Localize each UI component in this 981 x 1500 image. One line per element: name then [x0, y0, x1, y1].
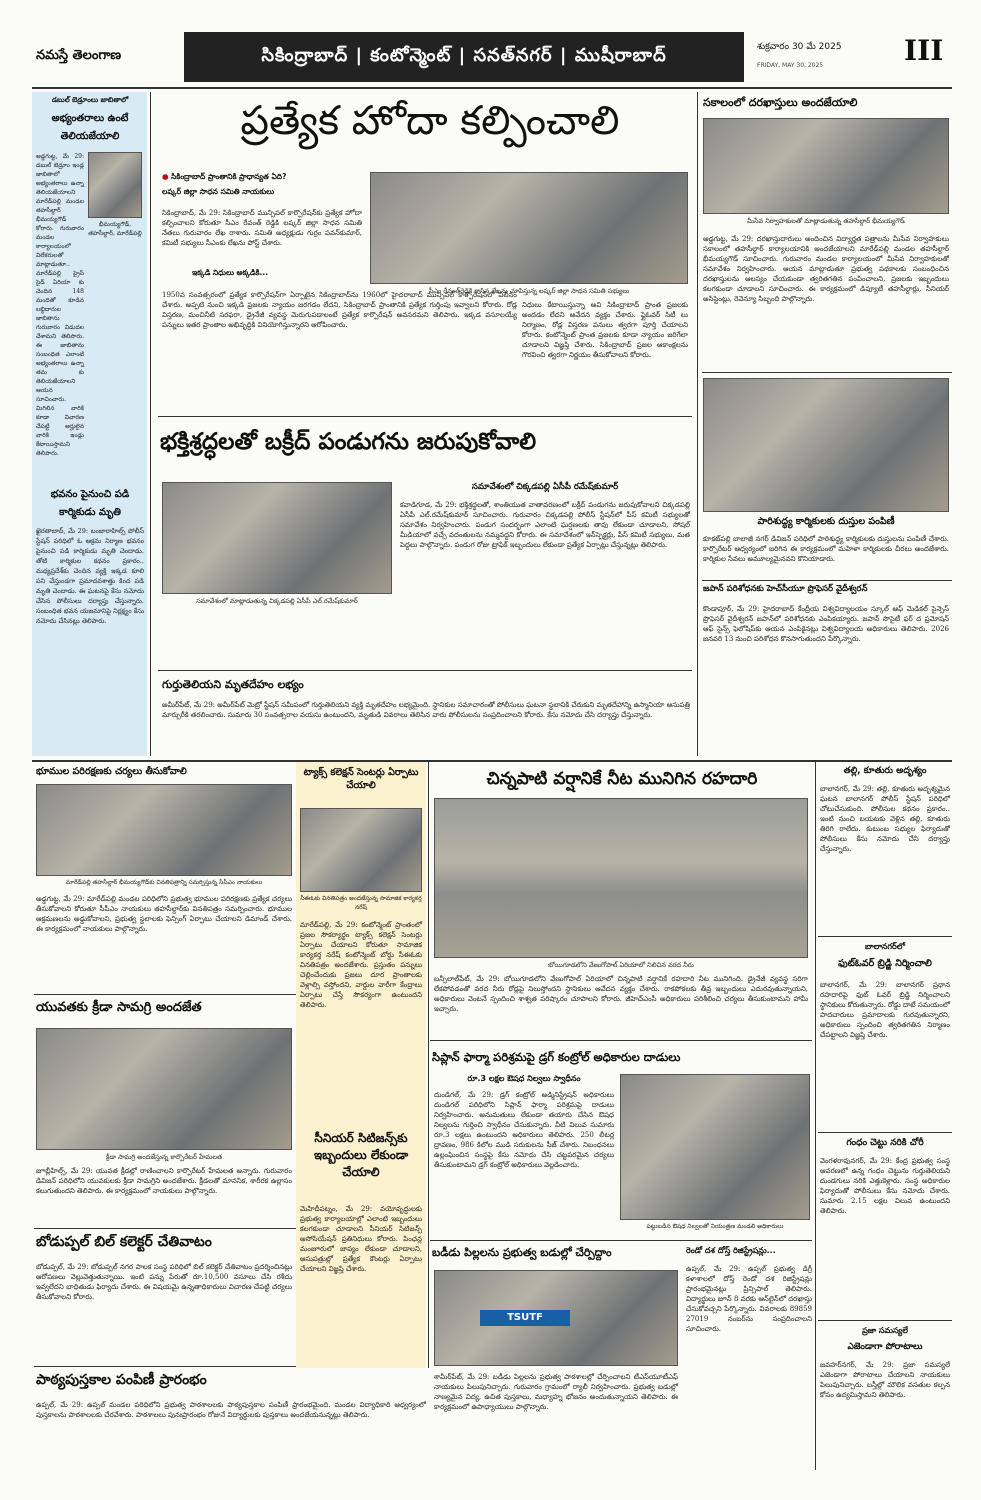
sandal-rule [818, 1320, 952, 1321]
sanitation-headline: పారిశుద్ధ్య కార్మికులకు దుస్తుల పంపిణీ [757, 516, 895, 527]
lead-bullet-text: సికింద్రాబాద్ ప్రాంతానికి ప్రాధాన్యత ఏది? [171, 172, 287, 181]
sandal-body: వెంగళరావునగర్, మే 29: కేంద్ర ప్రభుత్వ సంస్థ ఆవరణలో ఉన్న గంధం చెట్టును గుర్తుతెలియని దుండగులు నరికి ఎత్తుకెళ్లారు. సంస్థ అధికారుల ఫిర్యాదుతో పోలీసులు కేసు నమోదు చేశారు. సుమారు 2.15 లక్షల విలువ ఉంటుందని తెలిపారు. [820, 1157, 950, 1215]
lands-rule [34, 994, 296, 995]
bill-headline: బోడుప్పల్ బిల్ కలెక్టర్ చేతివాటం [36, 1234, 212, 1250]
masthead-rule [32, 87, 952, 89]
rain-body: బన్సీలాల్‌పేట్, మే 29: బోయిగూడలోని వేణుగోపాల్ ఏరియాలో చిన్నపాటి వర్షానికే రహదారి నీట మునిగింది. డ్రైనేజీ వ్యవస్థ సరిగా లేకపోవడంతో వరద నీరు రోడ్లపై నిలుస్తోందని స్థానికులు ఆవేదన వ్యక్తం చేశారు. రాకపోకలకు తీవ్ర ఇబ్బందులు ఎదురవుతున్నాయని, అధికారులు వెంటనే స్పందించి శాశ్వత పరిష్కారం చూపాలని కోరారు. జీహెచ్‌ఎంసీ అధికారులు పరిశీలించి చర్యలు తీసుకుంటామని హామీ ఇచ్చారు. [434, 975, 808, 1013]
bakrid-photo [162, 482, 392, 594]
lead-bottom-rule [158, 416, 692, 417]
pharma-photo [620, 1074, 810, 1220]
rain-headline: చిన్నపాటి వర్షానికే నీట మునిగిన రహదారి [486, 769, 758, 789]
lands-caption: మారేడ్‌పల్లి తహసీల్దార్ భీమయ్యగౌడ్‌కు వినతిపత్రాన్ని సమర్పిస్తున్న సీపీఎం నాయకులు [65, 879, 263, 886]
bill-body: బోడుప్పల్, మే 29: బోడుప్పల్ నగర పాలక సంస్థ పరిధిలో బిల్ కలెక్టర్ చేతివాటం ప్రదర్శించినట్లు ఆరోపణలు వెల్లువెత్తుతున్నాయి. ఇంటి పన్ను పేరుతో రూ.10,500 వసూలు చేసి రశీదు ఇవ్వలేదని బాధితుడు ఫిర్యాదు చేశారు. ఈ విషయమై ఉన్నతాధికారులు విచారణ చేపట్టి చర్యలు తీసుకోవాలని కోరారు. [36, 1263, 292, 1301]
tax-divider [428, 762, 429, 1368]
children-headline: బడీడు పిల్లలను ప్రభుత్వ బడుల్లో చేర్పిద్దాం [432, 1246, 612, 1259]
sidebar-headline-2: తెలియజేయాలి [60, 131, 120, 142]
tax-body: మారేడ్‌పల్లి, మే 29: కంటోన్మెంట్ ప్రాంతంలో ప్రజల సౌకర్యార్థం ట్యాక్స్ కలెక్షన్ సెంటర్లు ఏర్పాటు చేయాలని కోరుతూ సామాజిక కార్యకర్త నరేష్ కంటోన్మెంట్ బోర్డు సీఈఓకు వినతిపత్రం అందజేశారు. ప్రస్తుతం పన్నులు చెల్లించేందుకు ప్రజలు దూర ప్రాంతాలకు వెళ్లాల్సి వస్తోందని, వార్డుల వారీగా కేంద్రాలు ఏర్పాటు చేస్తే సౌకర్యంగా ఉంటుందని తెలిపారు. [300, 921, 422, 1009]
page-number: III [904, 34, 944, 67]
sports-rule [34, 1228, 296, 1229]
rain-rule [430, 1040, 812, 1041]
footpath-rule [818, 1132, 952, 1133]
lead-photo-caption: సీఎం రేవంత్‌రెడ్డికి రాసిన లేఖను చూపిస్తున్న లష్కర్ జిల్లా సాధన సమితి సభ్యులు [428, 287, 630, 295]
japan-headline: జపాన్ పరిశోధనకు హెచ్‌సీయూ ప్రొఫెసర్ వైదీశ్వరన్ [703, 584, 868, 594]
sidebar-headline-3: భవనం పైనుంచి పడి [50, 489, 130, 500]
seniors-body: మెహిదీపట్నం, మే 29: వయోవృద్ధులకు ప్రభుత్వ కార్యాలయాల్లో ఎలాంటి ఇబ్బందులు కలగకుండా చూడాలని సీనియర్ సిటిజన్స్ అసోసియేషన్ ప్రతినిధులు కోరారు. పింఛన్ల మంజూరులో జాప్యం లేకుండా చూడాలని, ఆసుపత్రుల్లో ప్రత్యేక కౌంటర్లు ఏర్పాటు చేయాలని విజ్ఞప్తి చేశారు. [300, 1205, 422, 1273]
applications-body: అడ్డగుట్ట, మే 29: దరఖాస్తుదారులు అందించిన విద్యార్హత పత్రాలను మీసేవ నిర్వాహకులు సకాలంలో తహసీల్దార్ కార్యాలయానికి అందజేయాలని మారేడ్‌పల్లి మండల తహసీల్దార్ భీమయ్యగౌడ్ సూచించారు. గురువారం మండల కార్యాలయంలో మీసేవ నిర్వాహకులతో సమావేశం నిర్వహించారు. ఆయన మాట్లాడుతూ ప్రభుత్వ పథకాలకు సంబంధించిన దరఖాస్తులను ఆలస్యం చేయకుండా త్వరితగతిన పంపించాలని, ప్రజలకు ఇబ్బందులు కలగకుండా చూడాలని సూచించారు. ఈ కార్యక్రమంలో డిప్యూటీ తహసీల్దార్లు, సీనియర్ అసిస్టెంట్లు, రెవెన్యూ సిబ్బంది పాల్గొన్నారు. [703, 235, 949, 303]
rain-caption: బోయిగూడలోని వేణుగోపాల్ ఏరియాలో నిలిచిన వరద నీరు [548, 961, 694, 969]
lead-quote: ఇక్కడి నిధులు అక్కడికి... [192, 268, 269, 277]
sidebar-headline: అభ్యంతరాలు ఉంటే [51, 113, 129, 124]
bakrid-headline: భక్తిశ్రద్ధలతో బక్రీద్ పండుగను జరుపుకోవాలి [160, 429, 537, 455]
sanitation-photo [703, 378, 949, 512]
tax-caption: సీఈఓకు వినతిపత్రం అందజేస్తున్న సామాజిక కార్యకర్త నరేష్ [300, 895, 422, 911]
lead-body: 1950వ సంవత్సరంలో ప్రత్యేక కార్పొరేషన్‌గా ఏర్పాటైన సికింద్రాబాద్‌ను 1960లో హైదరాబాద్ మున్సిపల్ కార్పొరేషన్‌లో విలీనం చేశారు. అప్పటి నుంచి ఇక్కడి ప్రజలకు న్యాయం జరగడం లేదని, సికింద్రాబాద్ ప్రాంతానికి ప్రత్యేక గుర్తింపు ఇవ్వాలని కోరారు. రోడ్ల విస్తరణ, మంచినీటి సరఫరా, డ్రైనేజీ వ్యవస్థ మెరుగుపడాలంటే ప్రత్యేక కార్పొరేషన్ అవసరమని తెలిపారు. ఇక్కడ వసూలయ్యే పన్నులు ఇతర ప్రాంతాల అభివృద్ధికి వినియోగిస్తున్నారని ఆరోపించారు. [162, 291, 517, 329]
tax-headline: ట్యాక్స్ కలెక్షన్ సెంటర్లు ఏర్పాటు చేయాలి [303, 767, 419, 791]
pharma-caption: పట్టుబడిన ఔషధ నిల్వలతో నియంత్రణ మండలి అధికారులు [646, 1223, 784, 1230]
lead-photo [370, 172, 688, 284]
dost-body: ఉప్పల్, మే 29: ఉప్పల్ ప్రభుత్వ డిగ్రీ కళాశాలలో దోస్త్ రెండో దశ రిజిస్ట్రేషన్లు ప్రారంభమైనట్లు ప్రిన్సిపాల్ తెలిపారు. విద్యార్థులు జూన్ 8 వరకు ఆన్‌లైన్‌లో దరఖాస్తు చేసుకోవచ్చని పేర్కొన్నారు. వివరాలకు 89859 27019 నంబర్‌ను సంప్రదించాలని సూచించారు. [686, 1265, 812, 1333]
seniors-headline: సీనియర్ సిటిజన్స్‌కు ఇబ్బందులు లేకుండా చేయాలి [313, 1131, 409, 1179]
right-column-divider [697, 92, 698, 756]
sidebar-body: అడ్డగుట్ట, మే 29: డబుల్ బెడ్రూం ఇండ్ల జాబితాలో అభ్యంతరాలు ఉన్నా తెలియజేయాలని మారేడ్‌పల్లి మండల తహసీల్దార్ భీమయ్యగౌడ్ కోరారు. గురువారం మండల కార్యాలయంలో విలేకరులతో మాట్లాడుతూ.. మారేడ్‌పల్లి ప్రైస్ సైడ్ ఏరియా కు చెందిన 148 మందితో కూడిన లబ్ధిదారుల జాబితాను గురువారం విడుదల చేశామని తెలిపారు. ఈ జాబితాను సంబంధిత ఎలాంటి అభ్యంతరాలు ఉన్నా తమ కు తెలియజేయాలని ఆయన సూచించారు. మిగిలిన వారికి కూడా విచారణ చేపట్టి అర్హులైన వారికి ఇండ్లు కేటాయిస్తామని తెలిపారు. [36, 153, 84, 457]
far-right-divider [815, 762, 816, 1470]
lead-bullet [162, 172, 362, 184]
children-body: శామీర్‌పేట్, మే 29: బడీడు పిల్లలను ప్రభుత్వ పాఠశాలల్లో చేర్పించాలని టీఎస్‌యూటీఎఫ్ నాయకులు పిలుపునిచ్చారు. గురువారం గ్రామంలో ర్యాలీ నిర్వహించారు. ప్రభుత్వ బడుల్లో నాణ్యమైన విద్య, ఉచిత పుస్తకాలు, మధ్యాహ్న భోజనం అందుతున్నాయని తెలిపారు. ఈ కార్యక్రమంలో ఉపాధ్యాయులు పాల్గొన్నారు. [434, 1373, 678, 1411]
public-headline: ఎజెండాగా పోరాటాలు [847, 1342, 923, 1352]
japan-body: కొండాపూర్, మే 29: హైదరాబాద్ కేంద్రీయ విశ్వవిద్యాలయం స్కూల్ ఆఫ్ మెడికల్ సైన్సెస్ ప్రొఫెసర్ వైదీశ్వరన్ జపాన్‌లో పరిశోధనకు ఎంపికయ్యారు. జపాన్ సొసైటీ ఫర్ ద ప్రమోషన్ ఆఫ్ సైన్స్ ఫెలోషిప్‌కు ఆయన ఎంపికైనట్లు విశ్వవిద్యాలయ అధికారులు తెలిపారు. 2026 జనవరి 13 నుంచి పరిశోధన కొనసాగుతుందని పేర్కొన్నారు. [703, 605, 949, 643]
pharma-body: దుండిగల్, మే 29: డ్రగ్ కంట్రోల్ అడ్మినిస్ట్రేషన్ అధికారులు దుండిగల్ పరిధిలోని సిప్లాన్ ఫార్మా పరిశ్రమపై దాడులు నిర్వహించారు. అనుమతులు లేకుండా తయారు చేసిన ఔషధ నిల్వలను గుర్తించి స్వాధీనం చేసుకున్నారు. వీటి విలువ సుమారు రూ.3 లక్షలు ఉంటుందని అధికారులు తెలిపారు. 250 లీటర్ల ద్రావణం, 986 కిలోల ముడి సరుకులను సీజ్ చేశారు. నిబంధనలు ఉల్లంఘించిన సంస్థపై కేసు నమోదు చేసి చట్టపరమైన చర్యలు తీసుకుంటామని డ్రగ్ కంట్రోల్ అధికారులు వెల్లడించారు. [434, 1091, 614, 1169]
applications-rule [702, 372, 952, 373]
sidebar-kicker: డబుల్ బెడ్రూంలు జాబితాలో [51, 96, 129, 104]
lands-headline: భూముల పరిరక్షణకు చర్యలు తీసుకోవాలి [36, 766, 187, 777]
footpath-body: బాలానగర్, మే 29: బాలానగర్ ప్రధాన రహదారిపై ఫుట్ ఓవర్ బ్రిడ్జి నిర్మించాలని స్థానికులు కోరుతున్నారు. రోడ్డు దాటే సమయంలో పాదచారులు ప్రమాదాలకు గురవుతున్నారని, అధికారులు స్పందించి త్వరితగతిన నిర్మాణం చేపట్టాలని విజ్ఞప్తి చేశారు. [820, 981, 951, 1039]
sidebar-body-cont [36, 266, 144, 482]
sanitation-rule [702, 580, 952, 581]
applications-caption: మీసేవ నిర్వాహకులతో మాట్లాడుతున్న తహసీల్దార్ భీమయ్యగౌడ్ [747, 217, 905, 225]
bakrid-caption: సమావేశంలో మాట్లాడుతున్న చిక్కడపల్లి ఏసీపీ ఎల్.రమేష్‌కుమార్ [196, 597, 358, 605]
tahsildar-portrait [88, 152, 142, 218]
public-body: జవహర్‌నగర్, మే 29: ప్రజా సమస్యలే ఎజెండాగా పోరాటాలు చేయాలని నాయకులు పిలుపునిచ్చారు. బస్తీల్లో మౌలిక వసతుల కల్పన కోసం ఉద్యమిస్తామని తెలిపారు. [820, 1361, 950, 1399]
mother-rule [818, 936, 952, 937]
bullet-icon: ● [162, 172, 172, 181]
sidebar-body-2: ఖైరతాబాద్, మే 29: బంజారాహిల్స్ పోలీస్ స్టేషన్ పరిధిలో ఓ ఆక్రమ నిర్మాణ భవనం పైనుంచి పడి కార్మికుడు మృతి చెందాడు. తోటి కార్మికుల కథనం ప్రకారం.. మధ్యప్రదేశ్‌కు చెందిన వ్యక్తి ఇక్కడ కూలి పని చేస్తుండగా ప్రమాదవశాత్తు కింద పడి మృతి చెందాడు. ఈ ఘటనపై కేసు నమోదు చేసిన పోలీసులు దర్యాప్తు చేస్తున్నారు. సంబంధిత భవన యజమానిపై నిర్లక్ష్యం కేసు నమోదు చేసినట్లు తెలిపారు. [36, 527, 144, 625]
sidebar-divider [150, 92, 151, 756]
fold-rule [32, 760, 952, 762]
bakrid-body: కవాడిగూడ, మే 29: భక్తిశ్రద్ధలతో, శాంతియుత వాతావరణంలో బక్రీద్ పండుగను జరుపుకోవాలని చిక్కడపల్లి ఏసీపీ ఎల్.రమేష్‌కుమార్ సూచించారు. గురువారం చిక్కడపల్లి పోలీస్ స్టేషన్‌లో పీస్ కమిటీ సభ్యులతో సమావేశం నిర్వహించారు. పండుగ సందర్భంగా ఎలాంటి ఘర్షణలకు తావు లేకుండా చూడాలని, సోషల్ మీడియాలో వచ్చే వదంతులను నమ్మవద్దని కోరారు. ఈ సమావేశంలో ఇన్‌స్పెక్టర్లు, పీస్ కమిటీ సభ్యులు, మత పెద్దలు పాల్గొన్నారు. పండుగ రోజు ట్రాఫిక్ ఇబ్బందులు లేకుండా ప్రత్యేక ఏర్పాట్లు చేస్తున్నట్లు తెలిపారు. [400, 501, 690, 549]
date-english: FRIDAY, MAY 30, 2025 [757, 62, 824, 69]
dost-headline: రెండో దశ దోస్త్ రిజిస్ట్రేషన్లు... [686, 1246, 776, 1255]
bakrid-rule [158, 670, 692, 671]
textbooks-body: ఉప్పల్, మే 29: ఉప్పల్ మండల పరిధిలోని ప్రభుత్వ పాఠశాలలకు పాఠ్యపుస్తకాల పంపిణీ ప్రారంభమైంది. మండల విద్యాధికారి ఆధ్వర్యంలో పుస్తకాలను పాఠశాలలకు చేరవేశారు. పాఠశాలలు పునఃప్రారంభం రోజునే విద్యార్థులకు పుస్తకాలు అందజేయనున్నట్లు తెలిపారు. [36, 1401, 426, 1419]
sports-photo [36, 1028, 292, 1150]
sports-caption: క్రీడా సామగ్రి అందజేస్తున్న కార్పొరేటర్ హేమలత [105, 1153, 223, 1161]
rain-photo [434, 798, 808, 958]
mother-body: బాలానగర్, మే 29: తల్లి, కూతురు అదృశ్యమైన ఘటన బాలానగర్ పోలీస్ స్టేషన్ పరిధిలో చోటుచేసుకుంది. పోలీసుల కథనం ప్రకారం.. ఇంటి నుంచి బయటకు వెళ్లిన తల్లి, కూతురు తిరిగి రాలేదు. కుటుంబ సభ్యుల ఫిర్యాదుతో పోలీసులు కేసు నమోదు చేసి దర్యాప్తు చేస్తున్నారు. [820, 785, 950, 853]
lead-body-right: నిధులు కేటాయిస్తున్నా అవి సికింద్రాబాద్ ప్రాంత ప్రజలకు అందడం లేదని ఆవేదన వ్యక్తం చేశారు. ఫ్లైఓవర్ సిటీ లు నిర్మాణం, రోడ్ల విస్తరణ పనులు త్వరగా పూర్తి చేయాలని కోరారు. కంటోన్మెంట్ ప్రాంత ప్రజలకు కూడా న్యాయం జరిగేలా చూడాలని విజ్ఞప్తి చేశారు. సికింద్రాబాద్ ప్రజల ఆకాంక్షలను గౌరవించి త్వరగా నిర్ణయం తీసుకోవాలని కోరారు. [522, 301, 688, 359]
mother-headline: తల్లి, కూతురు అదృశ్యం [843, 766, 927, 776]
sports-headline: యువతకు క్రీడా సామగ్రి అందజేత [36, 1000, 202, 1015]
applications-headline: సకాలంలో దరఖాస్తులు అందజేయాలి [703, 96, 858, 109]
pharma-subhead: రూ.3 లక్షల ఔషధ నిల్వలు స్వాధీనం [467, 1074, 581, 1083]
footpath-kicker: బాలానగర్‌లో [865, 942, 905, 951]
sports-body: జూబ్లీహిల్స్, మే 29: యువత క్రీడల్లో రాణించాలని కార్పొరేటర్ హేమలత అన్నారు. గురువారం డివిజన్ పరిధిలోని యువకులకు క్రీడా సామగ్రిని అందజేశారు. క్రీడలతో మానసిక, శారీరక ఉల్లాసం కలుగుతుందని తెలిపారు. ఈ కార్యక్రమంలో నాయకులు పాల్గొన్నారు. [36, 1167, 292, 1195]
pharma-headline: సిప్లాన్ ఫార్మా పరిశ్రమపై డ్రగ్ కంట్రోల్ అధికారుల దాడులు [432, 1050, 681, 1064]
bakrid-body-left [162, 610, 392, 660]
bakrid-subhead: సమావేశంలో చిక్కడపల్లి ఏసీపీ రమేష్‌కుమార్ [471, 482, 619, 492]
lands-body: అడ్డగుట్ట, మే 29: మారేడ్‌పల్లి మండల పరిధిలోని ప్రభుత్వ భూముల పరిరక్షణకు ప్రత్యేక చర్యలు తీసుకోవాలని కోరుతూ సీపీఎం నాయకులు తహసీల్దార్‌కు వినతిపత్రం సమర్పించారు. భూముల ఆక్రమణలను అడ్డుకోవాలని, ప్రభుత్వ స్థలాలకు ఫెన్సింగ్ ఏర్పాటు చేయాలని డిమాండ్ చేశారు. ఈ కార్యక్రమంలో నాయకులు పాల్గొన్నారు. [36, 895, 292, 933]
sanitation-body: కూకట్‌పల్లి బాలాజీ నగర్ డివిజన్ పరిధిలో పారిశుద్ధ్య కార్మికులకు దుస్తులను పంపిణీ చేశారు. కార్పొరేటర్ ఆధ్వర్యంలో జరిగిన ఈ కార్యక్రమంలో మహిళా కార్మికులకు చీరలు అందజేశారు. కార్మికుల సేవలు అమూల్యమైనవని కొనియాడారు. [703, 535, 949, 563]
deadbody-headline: గుర్తుతెలియని మృతదేహం లభ్యం [162, 678, 304, 691]
newspaper-brand: నమస్తే తెలంగాణ [36, 48, 122, 63]
tsutf-banner: TSUTF [480, 1310, 570, 1326]
masthead-localities: సికింద్రాబాద్ | కంటోన్మెంట్ | సనత్‌నగర్ | ముషీరాబాద్ [184, 32, 744, 82]
applications-photo [703, 118, 949, 214]
textbooks-headline: పాఠ్యపుస్తకాల పంపిణీ ప్రారంభం [36, 1372, 207, 1388]
lands-photo [36, 784, 292, 876]
portrait-caption: భీమయ్యగౌడ్, తహసీల్దార్, మారేడ్‌పల్లి [88, 221, 142, 237]
public-kicker: ప్రజా సమస్యలే [862, 1326, 908, 1335]
tax-photo [300, 808, 422, 892]
lead-headline: ప్రత్యేక హోదా కల్పించాలి [240, 98, 620, 144]
sandal-headline: గంధం చెట్టు నరికి చోరీ [846, 1138, 924, 1148]
bill-rule [34, 1366, 296, 1367]
lead-intro: సికింద్రాబాద్, మే 29: సికింద్రాబాద్ మున్సిపల్ కార్పొరేషన్‌కు ప్రత్యేక హోదా కల్పించాలని కోరుతూ సీఎం రేవంత్ రెడ్డికి లష్కర్ జిల్లా సాధన సమితి నేతలు గురువారం లేఖ రాశారు. సమితి అధ్యక్షుడు గుర్రం పవన్‌కుమార్, కమిటీ సభ్యులు సీఎంకు లేఖను పోస్ట్ చేశారు. [162, 209, 362, 247]
date-telugu: శుక్రవారం 30 మే 2025 [757, 42, 842, 52]
lead-subhead: లష్కర్ జిల్లా సాధన సమితి నాయకులు [162, 187, 275, 196]
deadbody-body: అమీర్‌పేట్, మే 29: అమీర్‌పేట్ మెట్రో స్టేషన్ సమీపంలో గుర్తుతెలియని వ్యక్తి మృతదేహం లభ్యమైంది. స్థానికుల సమాచారంతో పోలీసులు ఘటనా స్థలానికి చేరుకుని మృతదేహాన్ని ఉస్మానియా ఆసుపత్రి మార్చురీకి తరలించారు. సుమారు 30 సంవత్సరాల వయసు ఉంటుందని, మృతుడి వివరాలు తెలిసిన వారు పోలీసులను సంప్రదించాలని కోరారు. కేసు నమోదు చేసి దర్యాప్తు చేస్తున్నారు. [162, 701, 690, 719]
footpath-headline: ఫుట్‌ఓవర్ బ్రిడ్జి నిర్మించాలి [838, 958, 932, 969]
sidebar-headline-4: కార్మికుడు మృతి [59, 507, 121, 518]
pharma-rule [430, 1240, 812, 1241]
